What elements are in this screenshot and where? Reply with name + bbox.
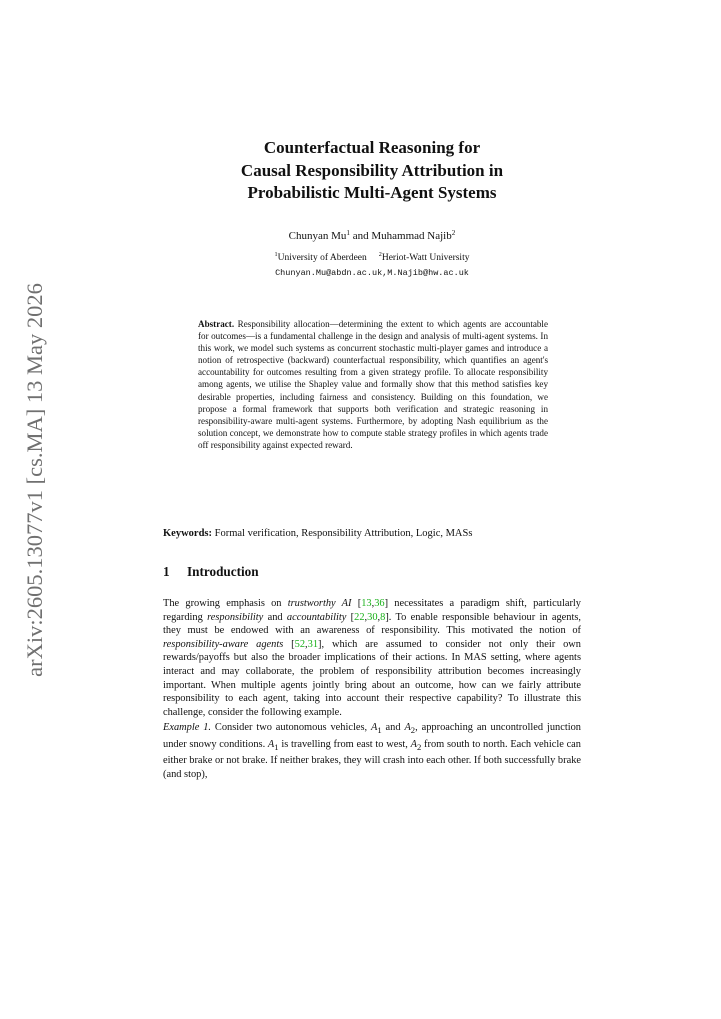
text-run: ], which are assumed to consider not only their own rewards/payoffs but also the broader implications of their actions. In MAS setting, where agents interact and may collaborate, the problem of responsibility attribution becomes increasingly important. When multiple agents jointly bring about an outcome, how can we fairly attribute responsibility to each agent, taking into account their respective capability? To illustrate this challenge, consider the following example. <box>163 638 581 718</box>
emphasis: accountability <box>286 611 347 623</box>
arxiv-id: arXiv:2605.13077v1 [cs.MA] 13 May 2026 <box>22 283 47 677</box>
text-run: from south to north. Each vehicle can either brake or not brake. If neither brakes, they will crash into each other. If both successfully brake (and stop), <box>163 738 581 780</box>
text-run: [ <box>283 638 295 650</box>
text-run: ] necessitates a paradigm shift, particularly regarding <box>163 598 581 623</box>
text-run: , <box>371 598 375 609</box>
text-run: and <box>263 611 287 623</box>
title-line-1: Counterfactual Reasoning for <box>263 138 481 157</box>
text-run: , <box>305 638 308 650</box>
text-run: is travelling from east to west, <box>278 738 411 750</box>
abstract-label: Abstract. <box>198 319 235 329</box>
text-run: [ <box>351 598 362 609</box>
title-line-3: Probabilistic Multi-Agent Systems <box>247 183 497 202</box>
emphasis: responsibility-aware agents <box>163 638 284 650</box>
citation-link[interactable]: 13 <box>361 598 372 609</box>
agent-symbol: A <box>267 738 275 750</box>
text-run: The growing emphasis on <box>163 598 288 609</box>
text-run: , <box>364 611 368 623</box>
abstract <box>198 318 548 451</box>
abstract-text: Responsibility allocation—determining the extent to which agents are accountable for outcomes—is a fundamental challenge in the design and analysis of multi-agent systems. In this work, we model such systems as concurrent stochastic multi-player games and introduce a notion of retrospective (backward) counterfactual responsibility, which quantifies an agent's accountability for outcomes resulting from a given strategy profile. To allocate responsibility among agents, we utilise the Shapley value and formally show that this method satisfies key desirable properties, including fairness and consistency. Building on this foundation, we propose a formal framework that supports both verification and strategic reasoning in responsibility-aware multi-agent systems. Furthermore, by adopting Nash equilibrium as the solution concept, we demonstrate how to compute stable strategy profiles in which agents trade off responsibility against expected reward. <box>198 319 548 450</box>
affiliations <box>160 253 584 263</box>
citation-link[interactable]: 22 <box>354 611 365 623</box>
agent-symbol: A <box>370 722 378 733</box>
text-run: and <box>381 722 405 733</box>
section-heading <box>163 564 259 580</box>
keywords-label: Keywords: <box>163 528 212 539</box>
citation-link[interactable]: 8 <box>380 611 386 623</box>
text-run: Consider two autonomous vehicles, <box>211 722 371 733</box>
author-affil-mark: 1 <box>346 229 350 237</box>
affil-mark: 1 <box>274 252 278 258</box>
emphasis: responsibility <box>207 611 264 623</box>
affil-mark: 2 <box>378 252 382 258</box>
keywords-text: Formal verification, Responsibility Attribution, Logic, MASs <box>212 528 473 539</box>
citation-link[interactable]: 30 <box>367 611 378 623</box>
agent-subscript: 2 <box>410 725 416 736</box>
agent-subscript: 1 <box>274 741 279 752</box>
intro-paragraph <box>163 597 581 719</box>
example-label: Example 1. <box>163 722 212 733</box>
affiliation-name: Heriot-Watt University <box>381 253 470 263</box>
author-list <box>160 230 584 242</box>
arxiv-stamp <box>20 283 50 677</box>
agent-subscript: 2 <box>416 741 422 752</box>
text-run: , approaching an uncontrolled junction under snowy conditions. <box>163 722 581 750</box>
author-affil-mark: 2 <box>451 229 456 237</box>
affiliation-name: University of Aberdeen <box>277 253 367 263</box>
paper-title <box>160 137 584 205</box>
author-separator: and <box>350 230 372 242</box>
keywords <box>163 528 581 539</box>
citation-link[interactable]: 52 <box>294 638 306 650</box>
author-name: Muhammad Najib <box>371 230 452 242</box>
text-run: , <box>377 611 381 623</box>
emphasis: trustworthy AI <box>287 598 352 609</box>
author-name: Chunyan Mu <box>288 230 347 242</box>
example-paragraph <box>163 721 581 782</box>
agent-symbol: A <box>404 722 411 733</box>
text-run: [ <box>346 611 355 623</box>
agent-subscript: 1 <box>377 725 382 736</box>
section-title: Introduction <box>187 564 259 579</box>
citation-link[interactable]: 36 <box>374 598 385 609</box>
section-number: 1 <box>163 564 170 579</box>
title-line-2: Causal Responsibility Attribution in <box>240 160 504 180</box>
author-emails: Chunyan.Mu@abdn.ac.uk,M.Najib@hw.ac.uk <box>275 268 469 278</box>
citation-link[interactable]: 31 <box>307 638 319 650</box>
agent-symbol: A <box>410 738 417 750</box>
text-run: ]. To enable responsible behaviour in agents, they must be endowed with an awareness of responsibility. This motivated the notion of <box>163 611 582 637</box>
